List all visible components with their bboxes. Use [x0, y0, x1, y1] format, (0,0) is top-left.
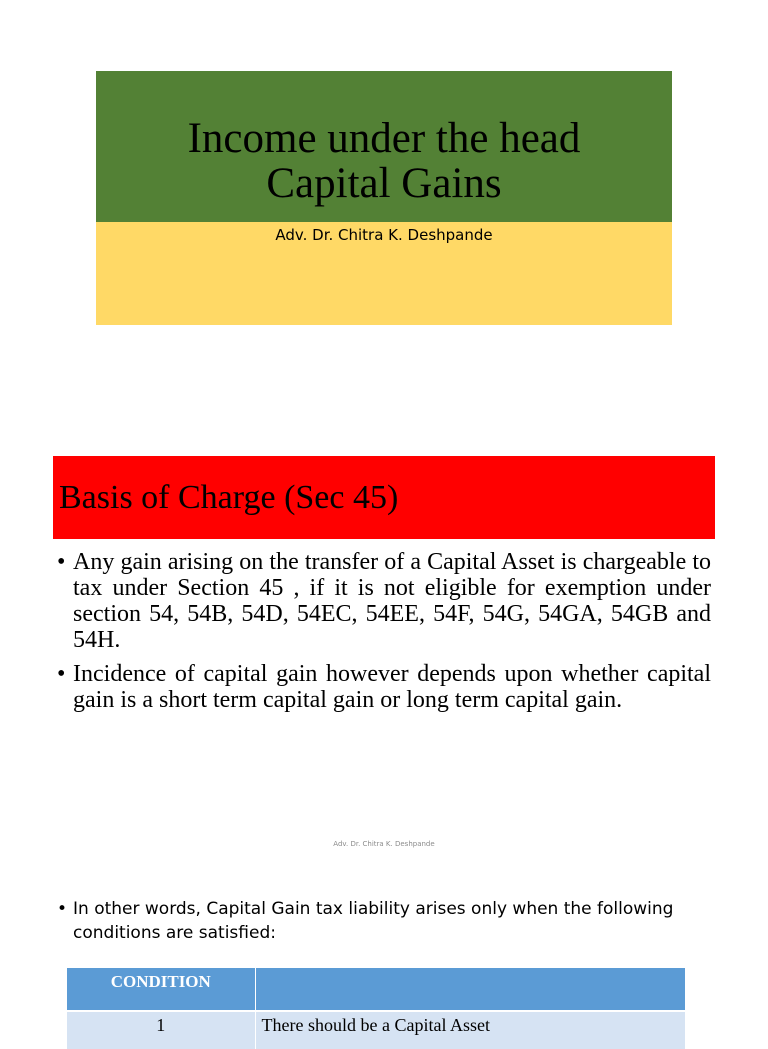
title-slide-author: Adv. Dr. Chitra K. Deshpande [275, 226, 493, 244]
header-description [255, 968, 686, 1011]
header-condition: CONDITION [67, 968, 255, 1011]
bullet-item [55, 661, 711, 713]
bullet-text: Incidence of capital gain however depends upon whether capital gain is a short term capital gain or long term capital gain. [73, 661, 711, 713]
slide-footer: Adv. Dr. Chitra K. Deshpande [333, 840, 435, 848]
cell-number: 1 [67, 1011, 255, 1049]
table-row [67, 1011, 686, 1049]
bullet-text: Any gain arising on the transfer of a Capital Asset is chargeable to tax under Section 45 , if it is not eligible for exemption under section 54, 54B, 54D, 54EC, 54EE, 54F, 54G, 54GA, 54GB and 54H. [73, 549, 711, 653]
conditions-intro-text: In other words, Capital Gain tax liability arises only when the following conditions are satisfied: [73, 899, 674, 943]
title-slide-heading [96, 116, 672, 206]
bullet-list [55, 549, 711, 721]
bullet-dot-icon: • [57, 899, 68, 919]
bullet-dot-icon: • [57, 549, 66, 575]
bullet-item [55, 549, 711, 653]
title-line-2: Capital Gains [266, 160, 502, 207]
conditions-table [67, 968, 686, 1049]
title-line-1: Income under the head [187, 115, 581, 162]
cell-text: There should be a Capital Asset [255, 1011, 686, 1049]
conditions-intro [57, 897, 693, 945]
table-header-row [67, 968, 686, 1011]
section-title: Basis of Charge (Sec 45) [59, 479, 399, 516]
bullet-dot-icon: • [57, 661, 66, 687]
